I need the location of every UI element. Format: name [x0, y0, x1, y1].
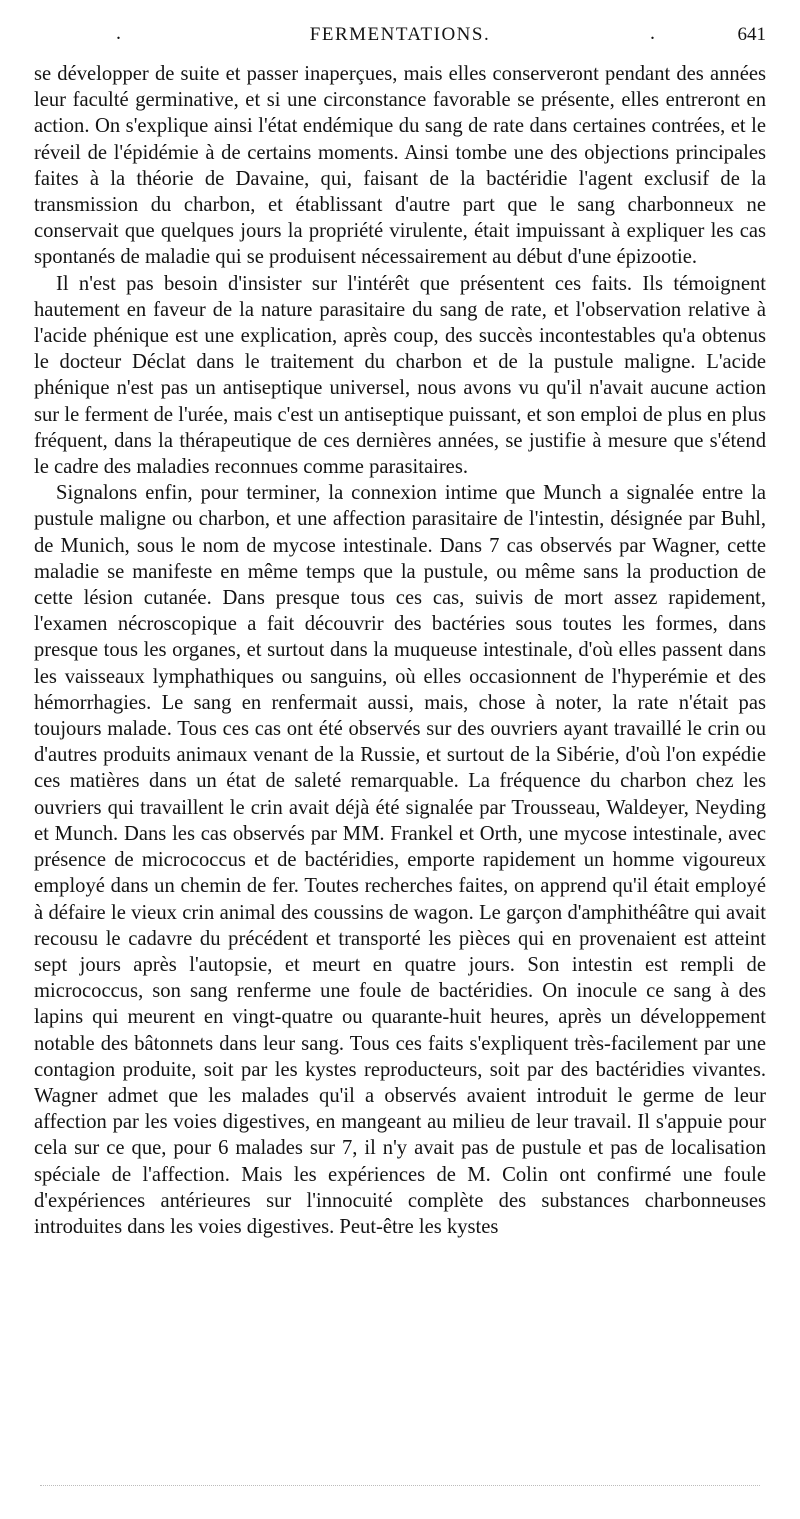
header-right-mark: . — [650, 22, 655, 44]
page-bottom-rule — [40, 1485, 760, 1486]
paragraph-continued: se développer de suite et passer inaperçues, mais elles conserveront pendant des années leur faculté germinative, et si une circonstance favorable se présente, elles entreront en action. On s'explique ainsi l'état endémique du sang de rate dans certaines contrées, et le réveil de l'épidémie à de certains moments. Ainsi tombe une des objections principales faites à la théorie de Davaine, qui, faisant de la bactéridie l'agent exclusif de la transmission du charbon, et établissant d'autre part que le sang charbonneux ne conservait que quelques jours la propriété virulente, était impuissant à expliquer les cas spontanés de maladie qui se produisent nécessairement au début d'une épizootie. — [34, 63, 766, 269]
paragraph: Signalons enfin, pour terminer, la connexion intime que Munch a signalée entre la pustule maligne ou charbon, et une affection parasitaire de l'intestin, désignée par Buhl, de Munich, sous le nom de mycose intestinale. Dans 7 cas observés par Wagner, cette maladie se manifeste en même temps que la pustule, ou même sans la production de cette lésion cutanée. Dans presque tous ces cas, suivis de mort assez rapidement, l'examen nécroscopique a fait découvrir des bactéries sous toutes les formes, dans presque tous les organes, et surtout dans la muqueuse intestinale, d'où elles passent dans les vaisseaux lymphathiques ou sanguins, où elles occasionnent de l'hyperémie et des hémorrhagies. Le sang en renfermait aussi, mais, chose à noter, la rate n'était pas toujours malade. Tous ces cas ont été observés sur des ouvriers ayant travaillé le crin ou d'autres produits animaux venant de la Russie, et surtout de la Sibérie, d'où l'on expédie ces matières dans un état de saleté remarquable. La fréquence du charbon chez les ouvriers qui travaillent le crin avait déjà été signalée par Trousseau, Waldeyer, Neyding et Munch. Dans les cas observés par MM. Frankel et Orth, une mycose intestinale, avec présence de micrococcus et de bactéridies, emporte rapidement un homme vigoureux employé dans un chemin de fer. Toutes recherches faites, on apprend qu'il était employé à défaire le vieux crin animal des coussins de wagon. Le garçon d'amphithéâtre qui avait recousu le cadavre du précédent et transporté les pièces qui en provenaient est atteint sept jours après l'autopsie, et meurt en quatre jours. Son intestin est rempli de micrococcus, son sang renferme une foule de bactéridies. On inocule ce sang à des lapins qui meurent en vingt-quatre ou quarante-huit heures, après un développement notable des bâtonnets dans leur sang. Tous ces faits s'expliquent très-facilement par une contagion produite, soit par les kystes reproducteurs, soit par des bactéridies vivantes. Wagner admet que les malades qu'il a observés avaient introduit le germe de leur affection par les voies digestives, en mangeant au milieu de leur travail. Il s'appuie pour cela sur ce que, pour 6 malades sur 7, il n'y avait pas de pustule et pas de localisation spéciale de l'affection. Mais les expériences de M. Colin ont confirmé une foule d'expériences antérieures sur l'innocuité complète des substances charbonneuses introduites dans les voies digestives. Peut-être les kystes — [34, 482, 766, 1238]
header-left-mark: . — [116, 22, 121, 44]
page-number: 641 — [737, 24, 766, 45]
body-text — [34, 61, 766, 1240]
paragraph: Il n'est pas besoin d'insister sur l'intérêt que présentent ces faits. Ils témoignent hautement en faveur de la nature parasitaire du sang de rate, et l'observation relative à l'acide phénique est une explication, après coup, des succès incontestables qu'a obtenus le docteur Déclat dans le traitement du charbon et de la pustule maligne. L'acide phénique n'est pas un antiseptique universel, nous avons vu qu'il n'avait aucune action sur le ferment de l'urée, mais c'est un antiseptique puissant, et son emploi de plus en plus fréquent, dans la thérapeutique de ces dernières années, se justifie à mesure que s'étend le cadre des maladies reconnues comme parasitaires. — [34, 272, 766, 479]
running-header — [34, 14, 766, 44]
running-title: FERMENTATIONS. — [309, 24, 491, 45]
